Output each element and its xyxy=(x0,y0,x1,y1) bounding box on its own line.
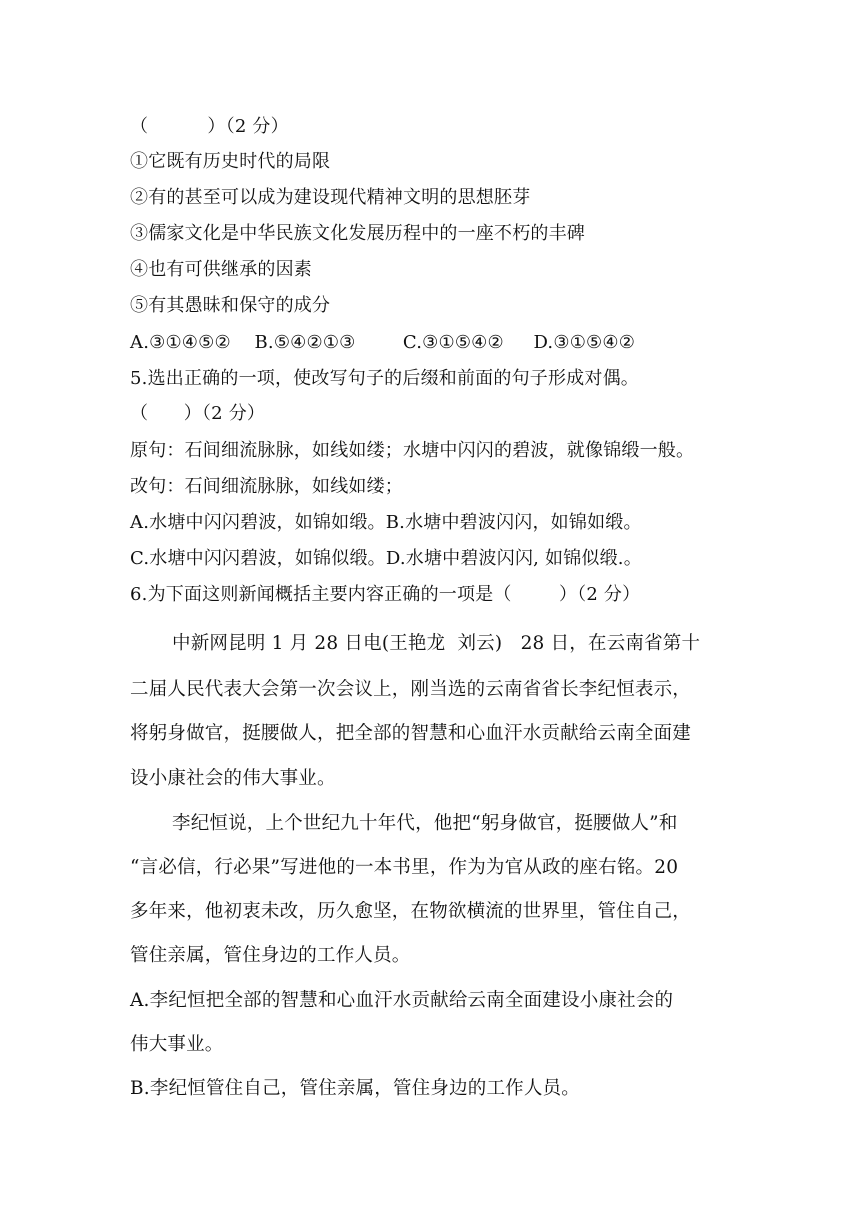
news-paragraph-2-line-4: 管住亲属，管住身边的工作人员。 xyxy=(130,945,411,966)
q6-title: 6.为下面这则新闻概括主要内容正确的一项是（ ）（2 分） xyxy=(130,584,641,605)
q5-rewrite-sentence: 改句：石间细流脉脉，如线如缕； xyxy=(130,476,403,497)
q4-item-1: ①它既有历史时代的局限 xyxy=(130,151,331,172)
news-paragraph-1-line-1: 中新网昆明 1 月 28 日电(王艳龙 刘云) 28 日，在云南省第十 xyxy=(172,633,701,654)
news-paragraph-1-line-3: 将躬身做官，挺腰做人，把全部的智慧和心血汗水贡献给云南全面建 xyxy=(130,723,692,744)
q4-item-2: ②有的甚至可以成为建设现代精神文明的思想胚芽 xyxy=(130,187,531,208)
news-paragraph-2-line-1: 李纪恒说，上个世纪九十年代，他把“躬身做官，挺腰做人”和 xyxy=(172,813,678,834)
news-paragraph-1-line-2: 二届人民代表大会第一次会议上，刚当选的云南省省长李纪恒表示， xyxy=(130,679,692,700)
q5-options-cd: C.水塘中闪闪碧波，如锦似缎。D.水塘中碧波闪闪, 如锦似缎.。 xyxy=(130,548,642,569)
q5-options-ab: A.水塘中闪闪碧波，如锦如缎。B.水塘中碧波闪闪，如锦如缎。 xyxy=(130,512,642,533)
news-paragraph-2-line-3: 多年来，他初衷未改，历久愈坚，在物欲横流的世界里，管住自己， xyxy=(130,901,692,922)
q4-item-4: ④也有可供继承的因素 xyxy=(130,259,312,280)
news-paragraph-2-line-2: “言必信，行必果”写进他的一本书里，作为为官从政的座右铭。20 xyxy=(130,857,679,878)
q4-score-blank: （ ）（2 分） xyxy=(130,116,289,137)
q5-title: 5.选出正确的一项，使改写句子的后缀和前面的句子形成对偶。 xyxy=(130,368,639,389)
q6-option-a-line-1: A.李纪恒把全部的智慧和心血汗水贡献给云南全面建设小康社会的 xyxy=(130,990,674,1011)
q4-options: A.③①④⑤② B.⑤④②①③ C.③①⑤④② D.③①⑤④② xyxy=(130,332,636,353)
q5-original-sentence: 原句：石间细流脉脉，如线如缕；水塘中闪闪的碧波，就像锦缎一般。 xyxy=(130,440,695,461)
q4-item-5: ⑤有其愚昧和保守的成分 xyxy=(130,295,331,316)
news-paragraph-1-line-4: 设小康社会的伟大事业。 xyxy=(130,768,336,789)
q6-option-a-line-2: 伟大事业。 xyxy=(130,1034,224,1055)
q5-score-blank: （ ）（2 分） xyxy=(130,403,266,424)
q4-item-3: ③儒家文化是中华民族文化发展历程中的一座不朽的丰碑 xyxy=(130,223,585,244)
q6-option-b: B.李纪恒管住自己，管住亲属，管住身边的工作人员。 xyxy=(130,1078,580,1099)
